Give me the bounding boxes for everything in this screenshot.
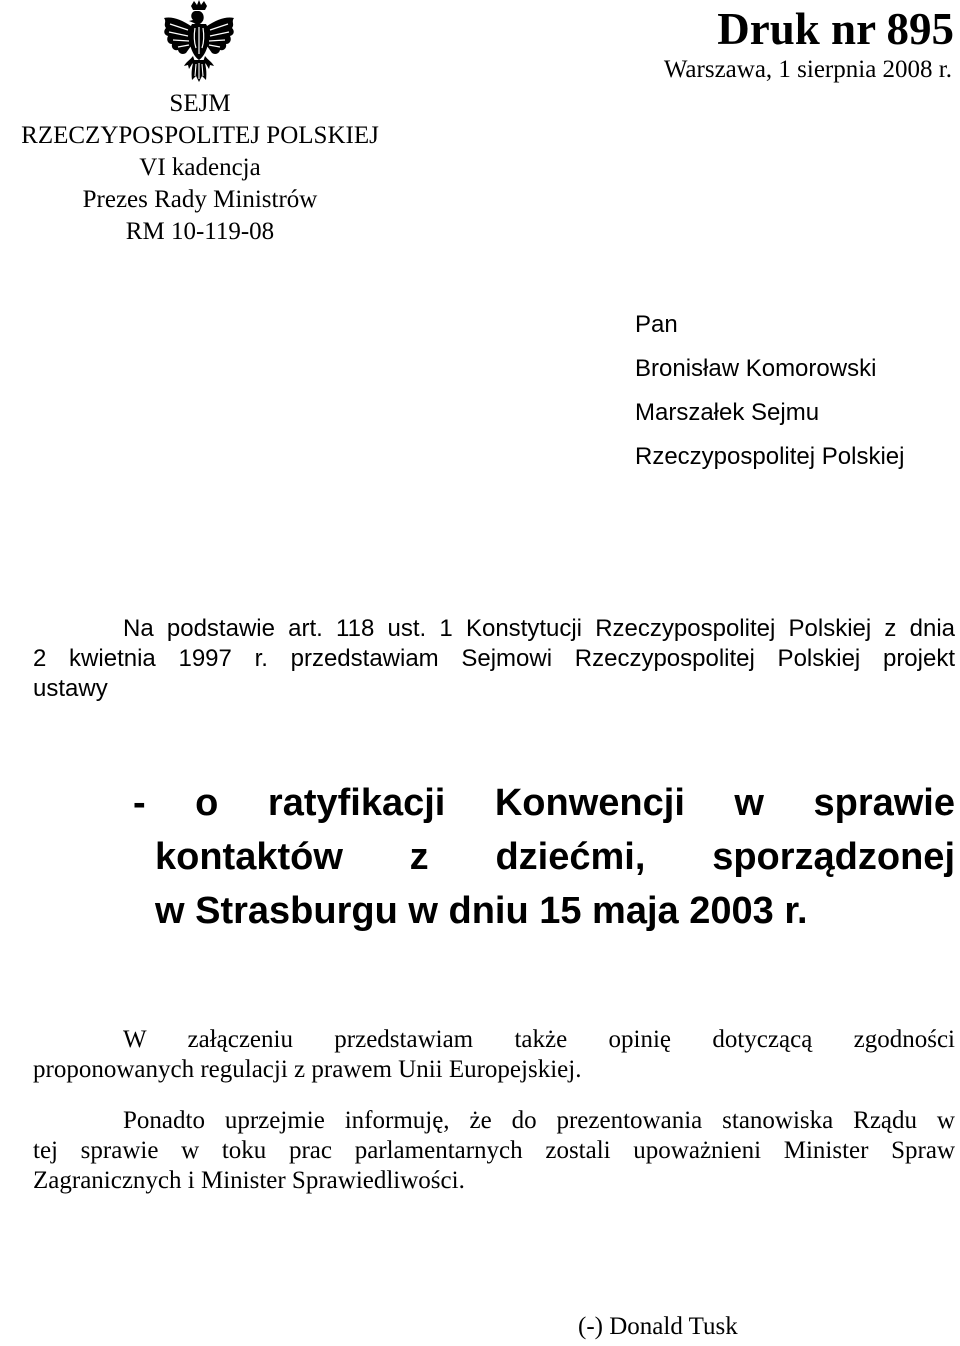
- intro-paragraph: [33, 614, 955, 704]
- sender-line: Prezes Rady Ministrów: [82, 186, 318, 213]
- reference-number: RM 10-119-08: [125, 218, 275, 245]
- attachment-paragraph: [33, 1025, 955, 1085]
- addressee-line: Marszałek Sejmu: [635, 399, 820, 426]
- sender-line: VI kadencja: [139, 154, 261, 181]
- title-line: - o ratyfikacji Konwencji w sprawie: [133, 782, 955, 824]
- paragraph-line: tej sprawie w toku prac parlamentarnych zostali upoważnieni Minister Spraw: [33, 1137, 955, 1164]
- sender-line: RZECZYPOSPOLITEJ POLSKIEJ: [21, 122, 379, 149]
- addressee-line: Pan: [635, 311, 678, 338]
- addressee-block: [635, 303, 904, 479]
- polish-eagle-emblem-icon: [158, 0, 240, 84]
- addressee-line: Bronisław Komorowski: [635, 355, 877, 382]
- sender-line: SEJM: [169, 90, 231, 117]
- signature: (-) Donald Tusk: [578, 1313, 738, 1340]
- paragraph-line: Na podstawie art. 118 ust. 1 Konstytucji Rzeczypospolitej Polskiej z dnia: [123, 615, 955, 642]
- info-paragraph: [33, 1106, 955, 1196]
- paragraph-line: Zagranicznych i Minister Sprawiedliwości.: [33, 1167, 465, 1194]
- paragraph-line: W załączeniu przedstawiam także opinię dotyczącą zgodności: [123, 1026, 955, 1053]
- paragraph-line: ustawy: [33, 675, 108, 702]
- title-line: w Strasburgu w dniu 15 maja 2003 r.: [155, 890, 808, 932]
- paragraph-line: Ponadto uprzejmie informuję, że do prezentowania stanowiska Rządu w: [123, 1107, 955, 1134]
- paragraph-line: 2 kwietnia 1997 r. przedstawiam Sejmowi Rzeczypospolitej Polskiej projekt: [33, 645, 955, 672]
- addressee-line: Rzeczypospolitej Polskiej: [635, 443, 905, 470]
- print-number: Druk nr 895: [717, 4, 954, 54]
- bill-title: [133, 776, 955, 938]
- document-date: Warszawa, 1 sierpnia 2008 r.: [663, 56, 952, 83]
- sender-block: [0, 88, 400, 248]
- paragraph-line: proponowanych regulacji z prawem Unii Europejskiej.: [33, 1056, 582, 1083]
- title-line: kontaktów z dziećmi, sporządzonej: [155, 836, 955, 878]
